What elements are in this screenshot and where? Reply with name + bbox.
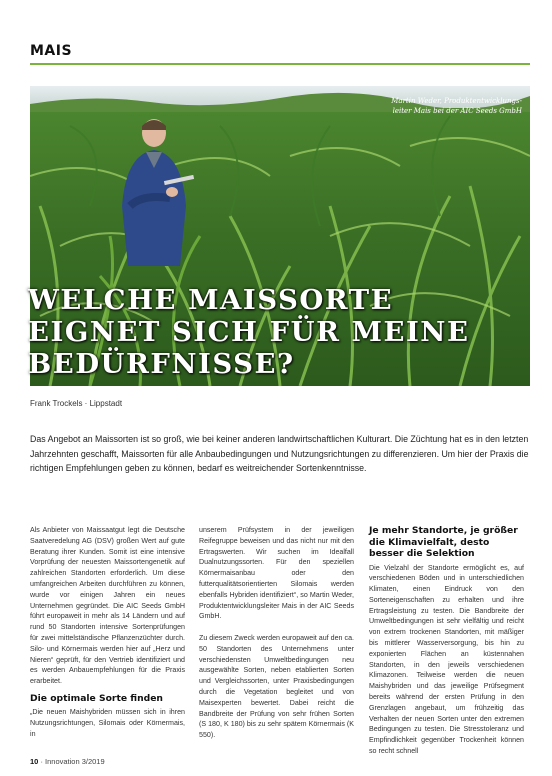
col3-paragraph-1: Die Vielzahl der Standorte ermöglicht es, auf verschiedenen Böden und in unterschiedlichen Klimaten, einen Eindruck von den Sorteneigenschaften zu erhalten und ihre Ertragsleistung zu testen. Die Bandbreite der Umweltbedingungen ist sehr vielfältig und reicht von extrem trockenen Standorten, mit mäßiger bis mittlerer Wasserversorgung, bis hin zu exponierten Flächen an küstennahen Standorten, in den jeweils verschiedenen Klimazonen. Teilweise werden die neuen Maishybriden und das jeweilige Prüfsegment bereits während der ersten Prüfung in den Grenzlagen angebaut, um frühzeitig das Verhalten der neuen Sorten unter den extremen Bedingungen zu testen. Die Stresstoleranz und Empfindlichkeit gegenüber Trockenheit können so recht schnell [369, 563, 524, 756]
body-column-1 [30, 525, 185, 740]
body-column-3 [369, 525, 524, 757]
page-footer [30, 757, 105, 766]
caption-line-2: leiter Mais bei der AIC Seeds GmbH [392, 107, 522, 115]
headline-line-1: WELCHE MAISSORTE [28, 284, 394, 316]
col2-paragraph-1: unserem Prüfsystem in der jeweiligen Reifegruppe beweisen und das nicht nur mit den Ertragswerten. Wir suchen im Idealfall Dualnutzungssorten. Für den speziellen Körnermaisanbau oder den futterqualitätsorientierten Silomais werden ebenfalls Hybriden identifiziert“, so Martin Weder, Produktentwicklungsleiter Mais in der AIC Seeds GmbH. [199, 526, 354, 621]
col1-paragraph-2: „Die neuen Maishybriden müssen sich in ihren Nutzungsrichtungen, Silomais oder Körnermais, in [30, 708, 185, 739]
page-number: 10 [30, 757, 39, 766]
author-byline: Frank Trockels · Lippstadt [30, 399, 123, 408]
col3-subheading: Je mehr Standorte, je größer die Klimavielfalt, desto besser die Selektion [369, 525, 518, 559]
body-column-2 [199, 525, 354, 741]
photo-caption [372, 96, 522, 116]
section-label: MAIS [30, 43, 73, 59]
lead-paragraph: Das Angebot an Maissorten ist so groß, wie bei keiner anderen landwirtschaftlichen Kulturart. Die Züchtung hat es in den letzten Jahrzehnten geschafft, Maissorten für alle Anbaubedingungen und Nutzungsrichtungen zu differenzieren. Um hier der Praxis die richtigen Empfehlungen geben zu können, bedarf es weitreichender Sortenkenntnisse. [30, 434, 529, 473]
col1-paragraph-1: Als Anbieter von Maissaatgut legt die Deutsche Saatveredelung AG (DSV) großen Wert auf gute Beratung ihrer Kunden. Somit ist eine intensive Vorprüfung der neuesten Maissortengenetik auf zahlreichen Standorten erforderlich. Um diese umfangreichen Arbeiten durchführen zu können, wurde vor einigen Jahren ein neues Unternehmen gegründet. Die AIC Seeds GmbH führt europaweit in mehr als 14 Ländern und auf rund 50 Standorten intensive Sortenprüfungen für zwei mittelständische Pflanzenzüchter durch. Silo- und Körnermais werden hier auf „Herz und Nieren“ geprüft, für den Vertrieb identifiziert und es werden Anbauempfehlungen für die Praxis erarbeitet. [30, 526, 185, 686]
col1-subheading: Die optimale Sorte finden [30, 692, 163, 704]
headline-line-3: BEDÜRFNISSE? [28, 348, 295, 380]
headline-line-2: EIGNET SICH FÜR MEINE [28, 316, 470, 348]
section-rule [30, 63, 530, 65]
caption-line-1: Martin Weder, Produktentwicklungs- [391, 97, 522, 105]
publication-name: · Innovation 3/2019 [40, 757, 105, 766]
article-headline [28, 284, 533, 380]
col2-paragraph-2: Zu diesem Zweck werden europaweit auf den ca. 50 Standorten des Unternehmens unter verschiedensten Umweltbedingungen neu ausgewählte Sorten, neben etablierten Sorten und Vergleichssorten, unter Praxisbedingungen durch die Vegetation begleitet und von Maisexperten bewertet. Dabei reicht die Bandbreite der Prüfung von sehr frühen Sorten (S 180, K 180) bis zu sehr spätem Körnermais (K 550). [199, 633, 354, 740]
